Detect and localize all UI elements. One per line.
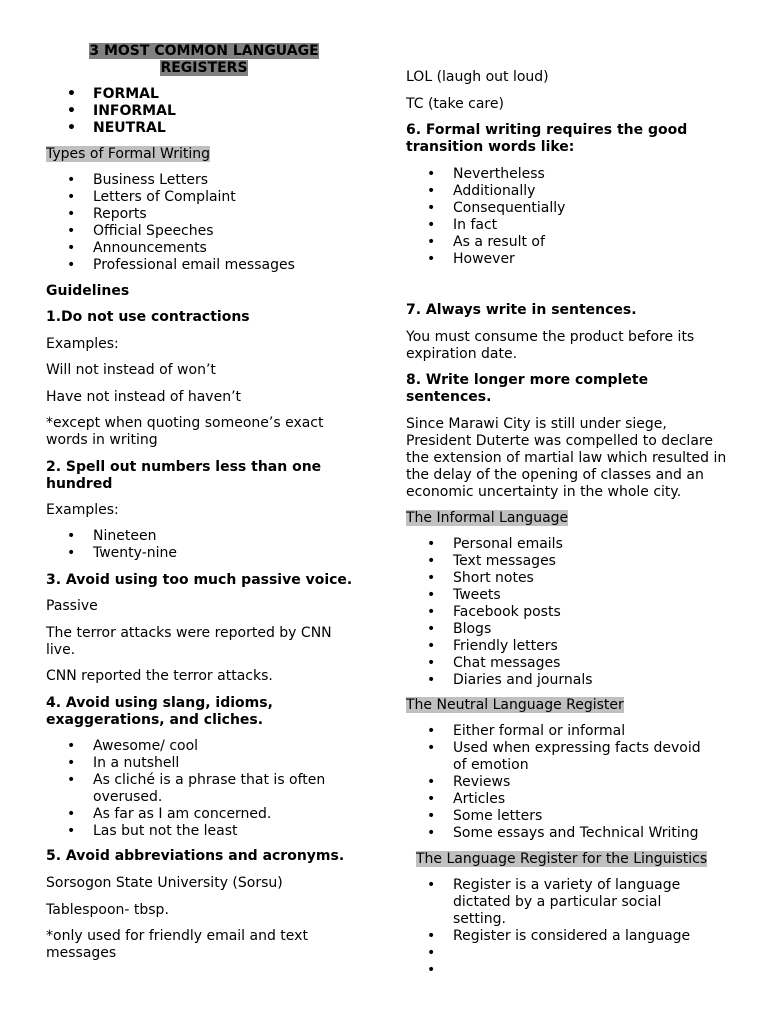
list-item: • NEUTRAL [46,120,366,137]
linguistics-list [406,877,706,979]
list-item: • As cliché is a phrase that is often overused. [46,772,356,806]
list-item [406,962,706,979]
list-item: • Friendly letters [406,638,728,655]
guideline-4-heading: 4. Avoid using slang, idioms, exaggerations, and cliches. [46,695,273,728]
title-line-1: 3 MOST COMMON LANGUAGE [89,43,319,59]
guideline-5-heading: 5. Avoid abbreviations and acronyms. [46,848,345,864]
list-item: • As a result of [406,234,728,251]
list-item: • Reports [46,206,366,223]
list-item: • Letters of Complaint [46,189,366,206]
title-line-2: REGISTERS [160,60,248,76]
list-item: • Chat messages [406,655,728,672]
passive-example: The terror attacks were reported by CNN live. [46,625,332,658]
number-examples-list [46,528,366,562]
list-item: • However [406,251,728,268]
list-item: • Nevertheless [406,166,728,183]
list-item: • Text messages [406,553,728,570]
slang-examples-list [46,738,356,840]
sentence-example: You must consume the product before its expiration date. [406,329,695,362]
guideline-8-heading: 8. Write longer more complete sentences. [406,372,649,405]
document-title [46,43,362,77]
list-item: • Articles [406,791,716,808]
list-item: • Las but not the least [46,823,356,840]
guideline-7-heading: 7. Always write in sentences. [406,302,637,318]
list-item: • Twenty-nine [46,545,366,562]
list-item: • Register is a variety of language dictated by a particular social setting. [406,877,706,928]
list-item: • Blogs [406,621,728,638]
long-sentence-example: Since Marawi City is still under siege, President Duterte was compelled to declare the extension of martial law which resulted in the delay of the opening of classes and an economic uncertainty in the whole city. [406,416,727,500]
transition-words-list [406,166,728,268]
list-item: • Diaries and journals [406,672,728,689]
note-text: *except when quoting someone’s exact words in writing [46,415,324,448]
formal-types-list [46,172,366,274]
list-item: • Announcements [46,240,366,257]
list-item: • Personal emails [406,536,728,553]
guideline-1-heading: 1.Do not use contractions [46,309,250,325]
list-item: • Facebook posts [406,604,728,621]
active-example: CNN reported the terror attacks. [46,668,273,684]
list-item: • Awesome/ cool [46,738,356,755]
examples-label: Examples: [46,336,119,352]
list-item: • Business Letters [46,172,366,189]
list-item [406,945,706,962]
informal-heading: The Informal Language [406,510,569,526]
example-text: Have not instead of haven’t [46,389,242,405]
abbreviation-example: LOL (laugh out loud) [406,69,549,85]
examples-label: Examples: [46,502,119,518]
guideline-6-heading: 6. Formal writing requires the good transition words like: [406,122,688,155]
list-item: • Some letters [406,808,716,825]
guideline-2-heading: 2. Spell out numbers less than one hundred [46,459,322,492]
list-item: • Nineteen [46,528,366,545]
linguistics-heading: The Language Register for the Linguistics [416,851,708,867]
guideline-3-heading: 3. Avoid using too much passive voice. [46,572,353,588]
example-text: Sorsogon State University (Sorsu) [46,875,283,891]
list-item: • Used when expressing facts devoid of emotion [406,740,716,774]
list-item: • Official Speeches [46,223,366,240]
list-item: • Consequentially [406,200,728,217]
example-text: Tablespoon- tbsp. [46,902,169,918]
list-item: • Some essays and Technical Writing [406,825,716,842]
informal-list [406,536,728,689]
list-item: • Register is considered a language [406,928,706,945]
registers-list [46,86,366,137]
list-item: • In fact [406,217,728,234]
list-item: • Short notes [406,570,728,587]
formal-types-heading: Types of Formal Writing [46,146,211,162]
note-text: *only used for friendly email and text messages [46,928,308,961]
list-item: • Reviews [406,774,716,791]
list-item: • In a nutshell [46,755,356,772]
list-item: • FORMAL [46,86,366,103]
list-item: • INFORMAL [46,103,366,120]
list-item: • Tweets [406,587,728,604]
neutral-heading: The Neutral Language Register [406,697,624,713]
abbreviation-example: TC (take care) [406,96,504,112]
example-text: Will not instead of won’t [46,362,216,378]
list-item: • As far as I am concerned. [46,806,356,823]
passive-label: Passive [46,598,98,614]
neutral-list [406,723,716,842]
guidelines-heading: Guidelines [46,283,130,299]
list-item: • Additionally [406,183,728,200]
list-item: • Professional email messages [46,257,366,274]
list-item: • Either formal or informal [406,723,716,740]
